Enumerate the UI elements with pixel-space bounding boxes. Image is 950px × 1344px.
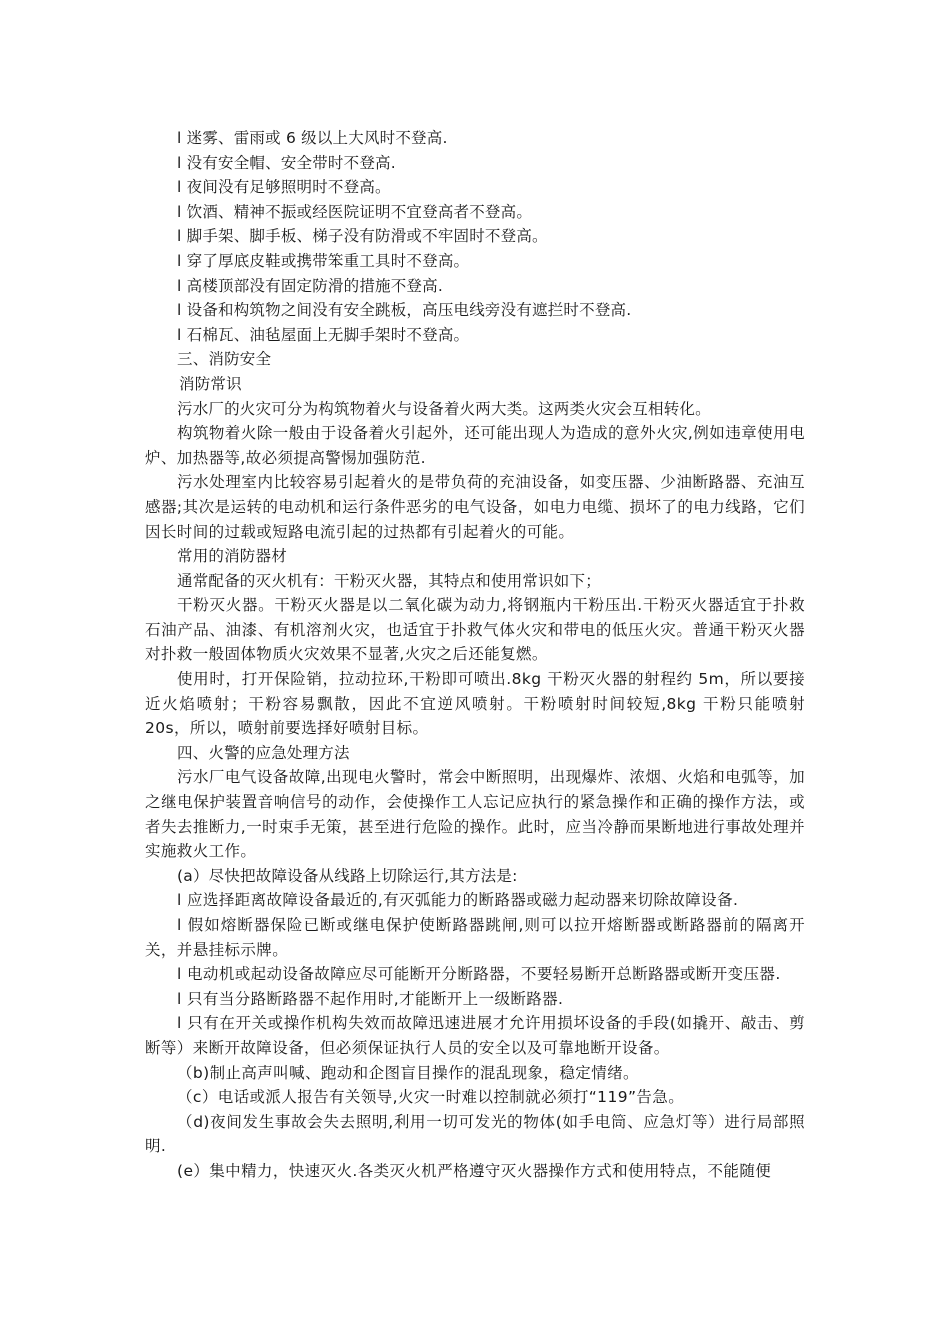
bullet-line-4: l 饮酒、精神不振或经医院证明不宜登高者不登高。	[177, 202, 533, 221]
paragraph-extinguisher-intro: 通常配备的灭火机有：干粉灭火器，其特点和使用常识如下；	[177, 571, 601, 590]
subheading-fire-knowledge: 消防常识	[179, 374, 242, 393]
bullet-line-1: l 迷雾、雷雨或 6 级以上大风时不登高.	[177, 129, 448, 147]
section-heading-emergency: 四、火警的应急处理方法	[177, 743, 350, 762]
bullet-step-a-1: l 应选择距离故障设备最近的,有灭弧能力的断路器或磁力起动器来切除故障设备.	[177, 891, 739, 910]
paragraph-step-e: (e）集中精力，快速灭火.各类灭火机严格遵守灭火器操作方式和使用特点，不能随便	[177, 1161, 772, 1180]
bullet-step-a-3: l 电动机或起动设备故障应尽可能断开分断路器，不要轻易断开总断路器或断开变压器.	[177, 965, 781, 984]
bullet-line-9: l 石棉瓦、油毡屋面上无脚手架时不登高。	[177, 325, 470, 344]
document-page	[145, 126, 805, 1184]
bullet-line-6: l 穿了厚底皮鞋或携带笨重工具时不登高。	[177, 251, 470, 270]
paragraph-fire-types: 污水厂的火灾可分为构筑物着火与设备着火两大类。这两类火灾会互相转化。	[177, 399, 711, 418]
bullet-step-a-4: l 只有当分路断路器不起作用时,才能断开上一级断路器.	[177, 989, 564, 1008]
paragraph-step-a: (a）尽快把故障设备从线路上切除运行,其方法是:	[177, 866, 518, 885]
paragraph-step-d: （d)夜间发生事故会失去照明,利用一切可发光的物体(如手电筒、应急灯等）进行局部照明.	[145, 1112, 805, 1156]
bullet-line-3: l 夜间没有足够照明时不登高。	[177, 178, 391, 197]
bullet-line-8: l 设备和构筑物之间没有安全跳板，高压电线旁没有遮拦时不登高.	[177, 301, 632, 320]
paragraph-structure-fire: 构筑物着火除一般由于设备着火引起外，还可能出现人为造成的意外火灾,例如违章使用电炉、加热器等,故必须提高警惕加强防范.	[145, 424, 805, 467]
paragraph-dry-powder: 干粉灭火器。干粉灭火器是以二氧化碳为动力,将钢瓶内干粉压出.干粉灭火器适宜于扑救石油产品、油漆、有机溶剂火灾，也适宜于扑救气体火灾和带电的低压火灾。普通干粉灭火器对扑救一般固体物质火灾效果不显著,火灾之后还能复燃。	[145, 596, 805, 664]
paragraph-step-c: （c）电话或派人报告有关领导,火灾一时难以控制就必须打“119”告急。	[177, 1088, 685, 1107]
bullet-line-2: l 没有安全帽、安全带时不登高.	[177, 153, 396, 172]
bullet-step-a-2: l 假如熔断器保险已断或继电保护使断路器跳闸,则可以拉开熔断器或断路器前的隔离开关，并悬挂标示牌。	[145, 916, 805, 959]
paragraph-oil-equipment: 污水处理室内比较容易引起着火的是带负荷的充油设备，如变压器、少油断路器、充油互感器;其次是运转的电动机和运行条件恶劣的电气设备，如电力电缆、损坏了的电力线路，它们因长时间的过载或短路电流引起的过热都有引起着火的可能。	[145, 473, 805, 541]
bullet-line-5: l 脚手架、脚手板、梯子没有防滑或不牢固时不登高。	[177, 227, 548, 246]
paragraph-usage: 使用时，打开保险销，拉动拉环,干粉即可喷出.8kg 干粉灭火器的射程约 5m，所以要接近火焰喷射；干粉容易飘散，因此不宜逆风喷射。干粉喷射时间较短,8kg 干粉只能喷射 20s，所以，喷射前要选择好喷射目标。	[145, 670, 805, 738]
paragraph-step-b: （b)制止高声叫喊、跑动和企图盲目操作的混乱现象，稳定情绪。	[177, 1063, 639, 1082]
section-heading-fire-safety: 三、消防安全	[177, 350, 272, 369]
subheading-fire-equipment: 常用的消防器材	[177, 547, 287, 566]
bullet-line-7: l 高楼顶部没有固定防滑的措施不登高.	[177, 276, 443, 295]
bullet-step-a-5: l 只有在开关或操作机构失效而故障迅速进展才允许用损坏设备的手段(如撬开、敲击、剪断等）来断开故障设备，但必须保证执行人员的安全以及可靠地断开设备。	[145, 1014, 805, 1057]
paragraph-emergency-intro: 污水厂电气设备故障,出现电火警时，常会中断照明，出现爆炸、浓烟、火焰和电弧等，加之继电保护装置音响信号的动作，会使操作工人忘记应执行的紧急操作和正确的操作方法，或者失去推断力,一时束手无策，甚至进行危险的操作。此时，应当冷静而果断地进行事故处理并实施救火工作。	[145, 768, 805, 861]
